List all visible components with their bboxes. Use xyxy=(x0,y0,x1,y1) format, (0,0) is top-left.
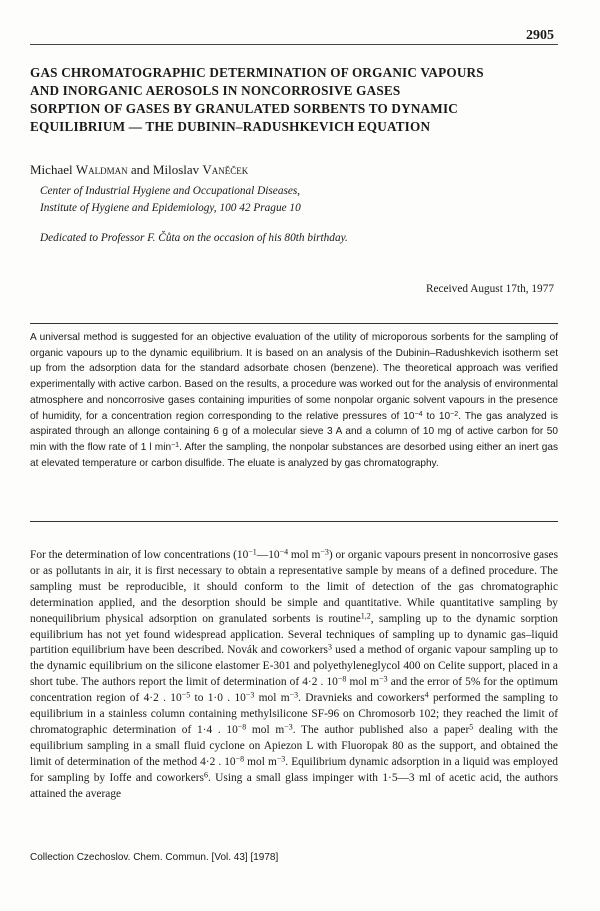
reference-superscript: 1,2 xyxy=(360,611,371,621)
body-span: mol m xyxy=(246,723,285,736)
superscript: −8 xyxy=(235,754,245,764)
body-span: mol m xyxy=(346,676,380,689)
body-paragraph xyxy=(30,548,558,803)
superscript: −5 xyxy=(181,690,191,700)
exponent: −1 xyxy=(171,441,180,449)
exponent: −4 xyxy=(414,410,423,418)
article-title xyxy=(30,64,560,136)
author-family-name: Waldman xyxy=(75,162,128,177)
reference-superscript: 6 xyxy=(203,770,208,780)
dedication: Dedicated to Professor F. Čůta on the occasion of his 80th birthday. xyxy=(40,232,348,244)
abstract-text: . The gas analyzed is aspirated through an allonge containing 6 g of a molecular sieve 3 A and a column of 10 mg of active carbon for 50 min with the flow rate of 1 l min xyxy=(30,410,558,453)
body-span: mol m xyxy=(288,549,321,561)
journal-footer: Collection Czechoslov. Chem. Commun. [Vol. 43] [1978] xyxy=(30,852,279,863)
author-connector: and xyxy=(127,162,153,177)
body-text xyxy=(30,548,558,803)
superscript: −3 xyxy=(289,690,299,700)
body-span: . Dravnieks and coworkers xyxy=(298,692,425,705)
body-span: . The author published also a paper xyxy=(292,723,470,736)
superscript: −3 xyxy=(276,754,286,764)
abstract-text: to 10 xyxy=(422,410,451,422)
body-span: For the determination of low concentrations (10 xyxy=(30,549,249,561)
body-span: —10 xyxy=(256,549,280,561)
superscript: −4 xyxy=(279,547,289,557)
superscript: −1 xyxy=(248,547,257,557)
body-span: dealing with the equilibrium sampling in a small fluid cyclone on Apiezon L with Fluoropak 80 as the support, and obtained the limit of determination of the method 4·2 . 10 xyxy=(30,723,558,768)
abstract-text: A universal method is suggested for an objective evaluation of the utility of microporous sorbents for the sampling of organic vapours up to the dynamic equilibrium. It is based on an analysis of the Dubinin–Radushkevich isotherm set up from the adsorption data for the standard adsorbate chosen (benzene). The theoretical approach was verified experimentally with active carbon. Based on the results, a procedure was worked out for the analysis of environmental atmosphere and noncorrosive gases containing impurities of some nonpolar organic solvent vapours in the presence of humidity, for a concentration region corresponding to the relative pressures of 10 xyxy=(30,332,558,422)
body-span: mol m xyxy=(244,755,277,768)
received-date: Received August 17th, 1977 xyxy=(425,283,554,295)
page-number: 2905 xyxy=(526,28,554,43)
body-span: mol m xyxy=(254,692,290,705)
reference-superscript: 5 xyxy=(469,722,474,732)
body-span: ) or organic vapours present in noncorrosive gases or as pollutants in air, it is first necessary to obtain a representative sample by means of a defined procedure. The sampling must be reproducible, it should conform to the limit of detection of the gas chromatographic determination applied, and the desorption should be simple and quantitative. While quantitative sampling by nonequilibrium physical adsorption on granulated sorbents is routine xyxy=(30,549,559,625)
affiliation-line: Center of Industrial Hygiene and Occupational Diseases, xyxy=(40,185,301,197)
author-list xyxy=(30,162,248,178)
title-line: SORPTION OF GASES BY GRANULATED SORBENTS TO DYNAMIC xyxy=(30,101,458,116)
superscript: −3 xyxy=(379,674,388,684)
reference-superscript: 3 xyxy=(327,642,332,652)
superscript: −3 xyxy=(245,690,255,700)
superscript: −3 xyxy=(320,547,329,557)
title-line: GAS CHROMATOGRAPHIC DETERMINATION OF ORGANIC VAPOURS xyxy=(30,65,484,80)
author-given-name: Michael xyxy=(30,162,76,177)
affiliation xyxy=(40,183,301,217)
body-span: . Equilibrium dynamic adsorption in a liquid was employed for sampling by Ioffe and coworkers xyxy=(30,755,559,784)
superscript: −8 xyxy=(337,674,347,684)
abstract-text: . After the sampling, the nonpolar substances are desorbed using either an inert gas at elevated temperature or carbon disulfide. The eluate is analyzed by gas chromatography. xyxy=(30,441,559,469)
abstract-top-rule xyxy=(30,323,558,324)
author-given-name: Miloslav xyxy=(152,162,203,177)
affiliation-line: Institute of Hygiene and Epidemiology, 100 42 Prague 10 xyxy=(40,202,301,214)
author-family-name: Vaněček xyxy=(202,162,249,177)
abstract-bottom-rule xyxy=(30,521,558,522)
superscript: −8 xyxy=(237,722,247,732)
abstract-paragraph xyxy=(30,330,558,471)
body-span: . Using a small glass impinger with 1·5—3 ml of acetic acid, the authors attained the average xyxy=(30,771,558,800)
superscript: −3 xyxy=(284,722,293,732)
body-span: performed the sampling to equilibrium in a stainless column containing methylsilicone SF-96 on Chromosorb 102; they reached the limit of chromatographic determination of 1·4 . 10 xyxy=(30,692,558,736)
reference-superscript: 4 xyxy=(424,690,429,700)
body-span: to 1·0 . 10 xyxy=(190,692,246,705)
body-span: , sampling up to the dynamic sorption equilibrium has not yet found widespread application. Several techniques of sampling up to dynamic gas–liquid partition equilibrium have been described. Novák and coworkers xyxy=(30,612,558,657)
body-span: and the error of 5% for the optimum concentration region of 4·2 . 10 xyxy=(30,676,558,705)
body-span: used a method of organic vapour sampling up to the dynamic equilibrium on the silicone elastomer E-301 and polyethyleneglycol 400 on Celite support, placed in a short tube. The authors report the limit of determination of 4·2 . 10 xyxy=(30,644,558,689)
title-line: EQUILIBRIUM — THE DUBININ–RADUSHKEVICH EQUATION xyxy=(30,119,431,134)
exponent: −2 xyxy=(450,410,459,418)
abstract xyxy=(30,330,558,471)
title-line: AND INORGANIC AEROSOLS IN NONCORROSIVE GASES xyxy=(30,83,401,98)
header-rule xyxy=(30,44,558,45)
